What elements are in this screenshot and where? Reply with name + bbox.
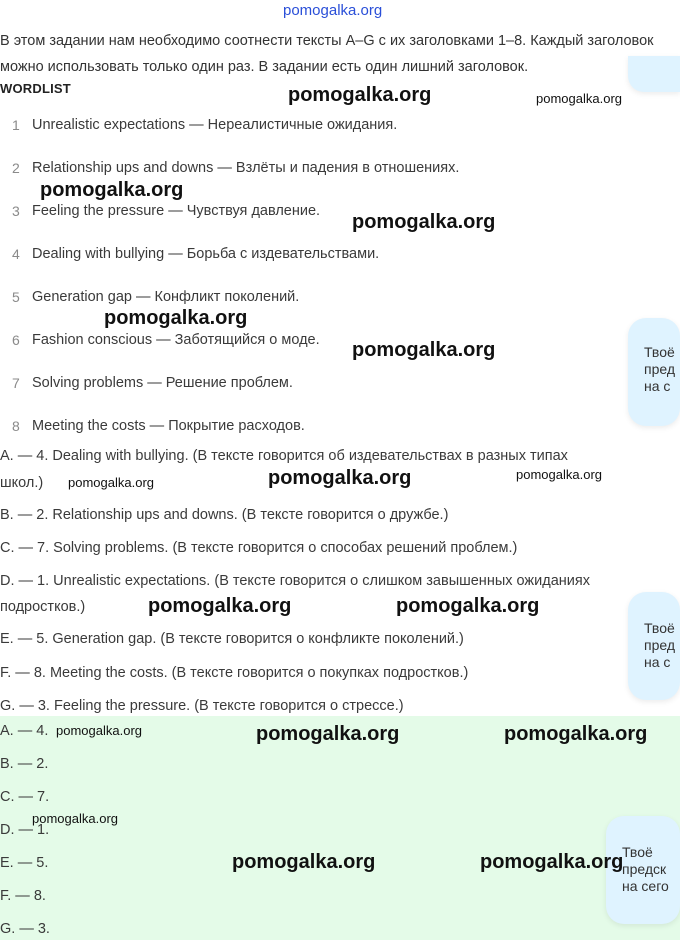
watermark: pomogalka.org (232, 851, 376, 873)
promo-text: Твоё (644, 344, 675, 360)
watermark: pomogalka.org (396, 595, 540, 617)
wordlist-num: 2 (12, 160, 20, 176)
wordlist-num: 3 (12, 203, 20, 219)
watermark: pomogalka.org (536, 91, 622, 106)
explanation-line: A. — 4. Dealing with bullying. (В тексте говорится об издевательствах в разных типах (0, 448, 568, 464)
promo-bubble[interactable] (628, 592, 680, 700)
watermark: pomogalka.org (68, 475, 154, 490)
wordlist-item: Dealing with bullying — Борьба с издевательствами. (32, 246, 380, 262)
wordlist-num: 6 (12, 332, 20, 348)
wordlist-item: Feeling the pressure — Чувствуя давление. (32, 203, 321, 219)
answer-item: C. — 7. (0, 789, 50, 805)
answer-item: E. — 5. (0, 855, 49, 871)
wordlist-num: 8 (12, 418, 20, 434)
watermark: pomogalka.org (504, 723, 648, 745)
promo-text: Твоё (644, 620, 675, 636)
wordlist-item: Solving problems — Решение проблем. (32, 375, 293, 391)
wordlist-item: Meeting the costs — Покрытие расходов. (32, 418, 305, 434)
watermark: pomogalka.org (56, 723, 142, 738)
wordlist-item: Relationship ups and downs — Взлёты и падения в отношениях. (32, 160, 460, 176)
site-brand[interactable]: pomogalka.org (283, 2, 383, 19)
watermark: pomogalka.org (288, 84, 432, 106)
promo-text: предск (622, 861, 667, 877)
wordlist-item: Fashion conscious — Заботящийся о моде. (32, 332, 320, 348)
watermark: pomogalka.org (104, 307, 248, 329)
promo-bubble[interactable] (628, 318, 680, 426)
watermark: pomogalka.org (352, 339, 496, 361)
answer-item: A. — 4. (0, 723, 49, 739)
promo-text: пред (644, 361, 676, 377)
task-intro: В этом задании нам необходимо соотнести тексты A–G с их заголовками 1–8. Каждый заголовок можно использовать только один раз. В задании есть один лишний заголовок. (0, 33, 654, 75)
explanation-line: G. — 3. Feeling the pressure. (В тексте говорится о стрессе.) (0, 698, 404, 714)
wordlist-num: 4 (12, 246, 20, 262)
wordlist-num: 7 (12, 375, 20, 391)
wordlist-item: Generation gap — Конфликт поколений. (32, 289, 300, 305)
wordlist-num: 5 (12, 289, 20, 305)
wordlist-title: WORDLIST (0, 81, 71, 96)
explanation-line: E. — 5. Generation gap. (В тексте говорится о конфликте поколений.) (0, 631, 464, 647)
answer-item: F. — 8. (0, 888, 46, 904)
watermark: pomogalka.org (480, 851, 624, 873)
wordlist-item: Unrealistic expectations — Нереалистичные ожидания. (32, 117, 398, 133)
promo-bubble-top[interactable] (628, 56, 680, 92)
promo-text: пред (644, 637, 676, 653)
watermark: pomogalka.org (40, 179, 184, 201)
watermark: pomogalka.org (268, 467, 412, 489)
explanation-line: B. — 2. Relationship ups and downs. (В тексте говорится о дружбе.) (0, 507, 449, 523)
promo-text: Твоё (622, 844, 653, 860)
watermark: pomogalka.org (516, 467, 602, 482)
wordlist-num: 1 (12, 117, 20, 133)
explanation-line: C. — 7. Solving problems. (В тексте говорится о способах решений проблем.) (0, 540, 518, 556)
watermark: pomogalka.org (256, 723, 400, 745)
answers-panel (0, 716, 680, 940)
explanation-line: F. — 8. Meeting the costs. (В тексте говорится о покупках подростков.) (0, 665, 469, 681)
answer-item: D. — 1. (0, 822, 50, 838)
explanation-line: D. — 1. Unrealistic expectations. (В тексте говорится о слишком завышенных ожиданиях (0, 573, 590, 589)
watermark: pomogalka.org (148, 595, 292, 617)
watermark: pomogalka.org (352, 211, 496, 233)
watermark: pomogalka.org (32, 811, 118, 826)
answer-item: B. — 2. (0, 756, 49, 772)
promo-text: на с (644, 654, 671, 670)
answer-item: G. — 3. (0, 921, 50, 937)
promo-text: на с (644, 378, 671, 394)
explanation-line: школ.) (0, 475, 44, 491)
promo-text: на сего (622, 878, 669, 894)
explanation-line: подростков.) (0, 599, 86, 615)
